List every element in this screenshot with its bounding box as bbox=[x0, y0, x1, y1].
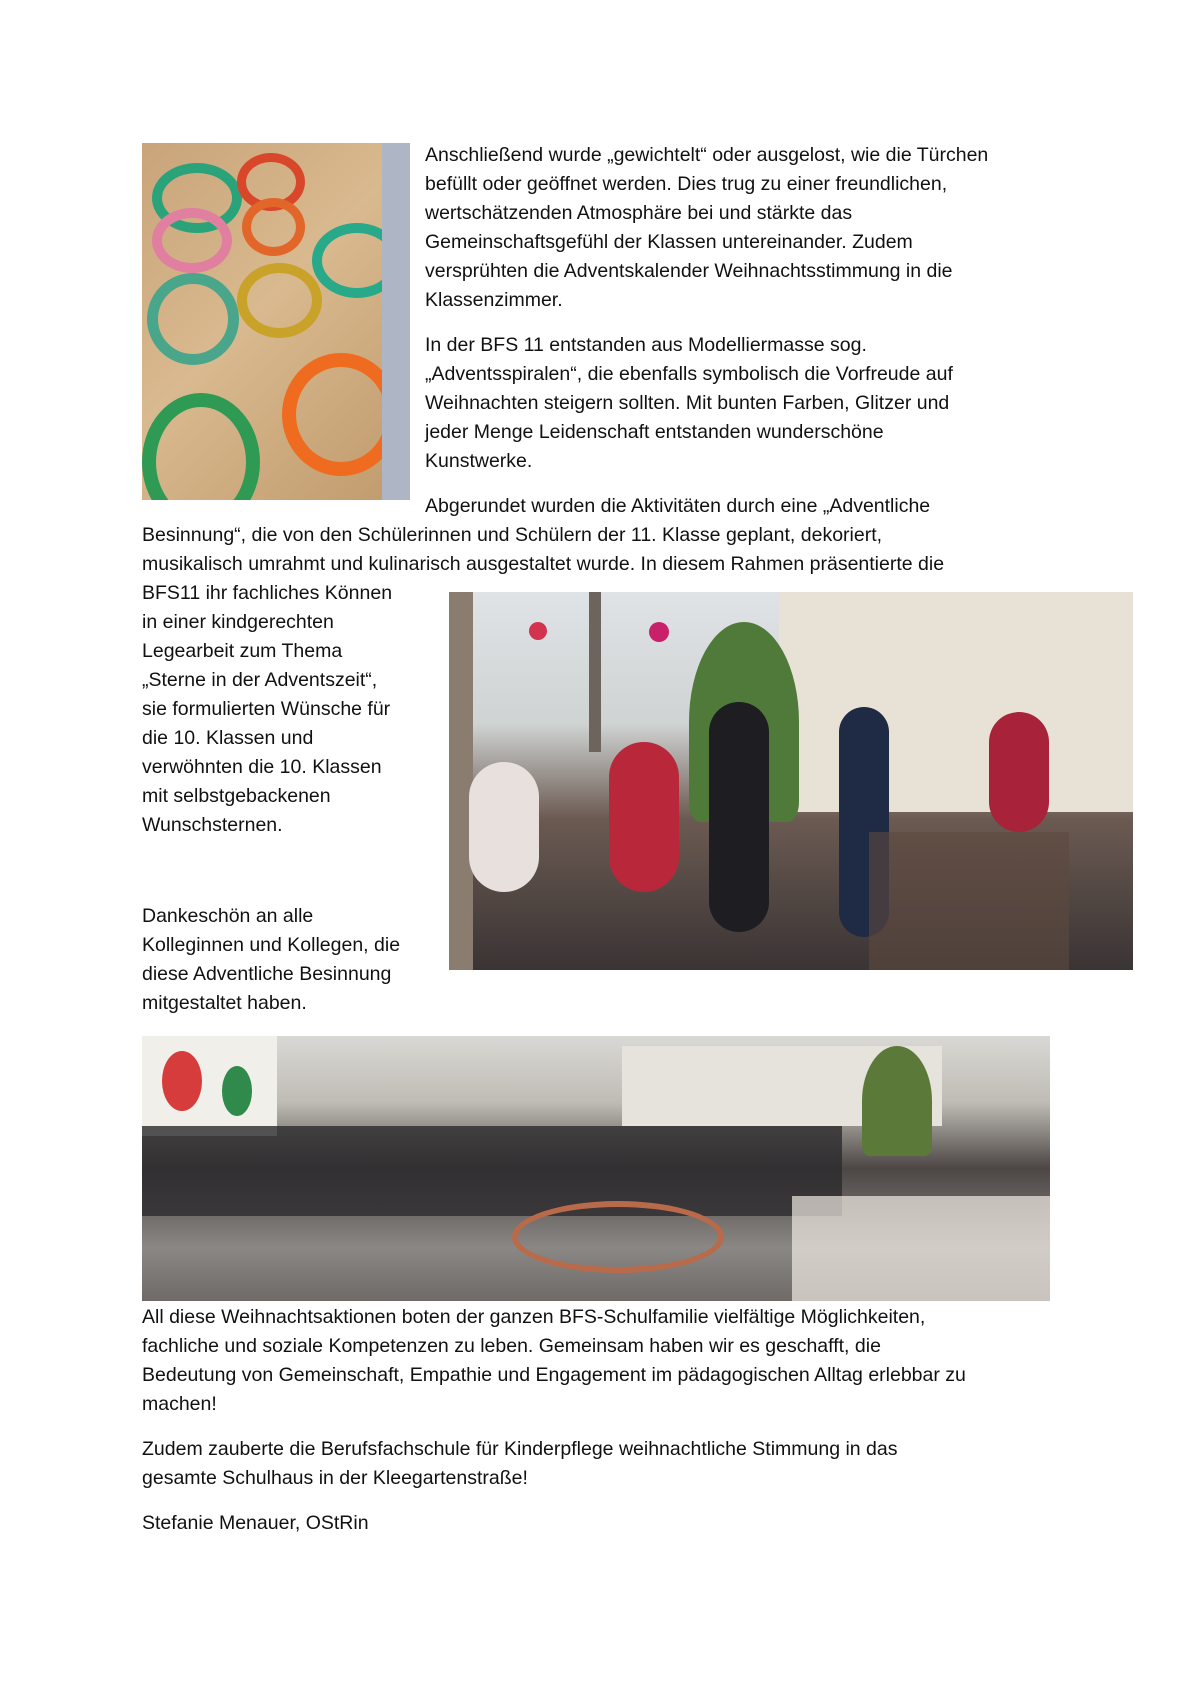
text-line: Weihnachten steigern sollten. Mit bunten Farben, Glitzer und bbox=[425, 392, 950, 414]
text-line: Anschließend wurde „gewichtelt“ oder ausgelost, wie die Türchen bbox=[425, 144, 989, 166]
text-line: Legearbeit zum Thema bbox=[142, 640, 343, 662]
paragraph-4 bbox=[142, 1303, 966, 1419]
text-line: In der BFS 11 entstanden aus Modelliermasse sog. bbox=[425, 334, 867, 356]
paragraph-5 bbox=[142, 1435, 898, 1493]
advent-spirals-photo bbox=[142, 143, 410, 500]
text-line: All diese Weihnachtsaktionen boten der ganzen BFS-Schulfamilie vielfältige Möglichkeiten, bbox=[142, 1306, 926, 1328]
text-line: befüllt oder geöffnet werden. Dies trug zu einer freundlichen, bbox=[425, 173, 948, 195]
text-line: Wunschsternen. bbox=[142, 814, 283, 836]
text-line: sie formulierten Wünsche für bbox=[142, 698, 391, 720]
paragraph-3-left-column bbox=[142, 579, 392, 840]
paragraph-3-first-line: Abgerundet wurden die Aktivitäten durch eine „Adventliche bbox=[425, 495, 931, 517]
text-line: machen! bbox=[142, 1393, 217, 1415]
text-line: „Adventsspiralen“, die ebenfalls symbolisch die Vorfreude auf bbox=[425, 363, 953, 385]
text-line: mit selbstgebackenen bbox=[142, 785, 331, 807]
text-line: Klassenzimmer. bbox=[425, 289, 563, 311]
paragraph-3 bbox=[142, 521, 944, 579]
paragraph-2 bbox=[425, 331, 953, 476]
text-line: mitgestaltet haben. bbox=[142, 992, 307, 1014]
signature: Stefanie Menauer, OStRin bbox=[142, 1512, 369, 1534]
music-performance-photo bbox=[449, 592, 1133, 970]
text-line: „Sterne in der Adventszeit“, bbox=[142, 669, 378, 691]
text-line: diese Adventliche Besinnung bbox=[142, 963, 392, 985]
text-line: musikalisch umrahmt und kulinarisch ausgestaltet wurde. In diesem Rahmen präsentierte die bbox=[142, 553, 945, 575]
text-line: fachliche und soziale Kompetenzen zu leben. Gemeinsam haben wir es geschafft, die bbox=[142, 1335, 881, 1357]
text-line: Zudem zauberte die Berufsfachschule für Kinderpflege weihnachtliche Stimmung in das bbox=[142, 1438, 898, 1460]
text-line: versprühten die Adventskalender Weihnachtsstimmung in die bbox=[425, 260, 953, 282]
text-line: Bedeutung von Gemeinschaft, Empathie und Engagement im pädagogischen Alltag erlebbar zu bbox=[142, 1364, 966, 1386]
text-line: Kunstwerke. bbox=[425, 450, 533, 472]
text-line: in einer kindgerechten bbox=[142, 611, 334, 633]
text-line: die 10. Klassen und bbox=[142, 727, 314, 749]
text-line: wertschätzenden Atmosphäre bei und stärkte das bbox=[425, 202, 853, 224]
paragraph-1 bbox=[425, 141, 988, 315]
text-line: Gemeinschaftsgefühl der Klassen untereinander. Zudem bbox=[425, 231, 913, 253]
text-line: gesamte Schulhaus in der Kleegartenstraße! bbox=[142, 1467, 528, 1489]
text-line: jeder Menge Leidenschaft entstanden wunderschöne bbox=[425, 421, 884, 443]
text-line: Kolleginnen und Kollegen, die bbox=[142, 934, 401, 956]
thanks-paragraph bbox=[142, 902, 400, 1018]
text-line: verwöhnten die 10. Klassen bbox=[142, 756, 382, 778]
text-line: BFS11 ihr fachliches Können bbox=[142, 582, 393, 604]
text-line: Dankeschön an alle bbox=[142, 905, 314, 927]
school-hall-photo bbox=[142, 1036, 1050, 1301]
text-line: Besinnung“, die von den Schülerinnen und Schülern der 11. Klasse geplant, dekoriert, bbox=[142, 524, 883, 546]
